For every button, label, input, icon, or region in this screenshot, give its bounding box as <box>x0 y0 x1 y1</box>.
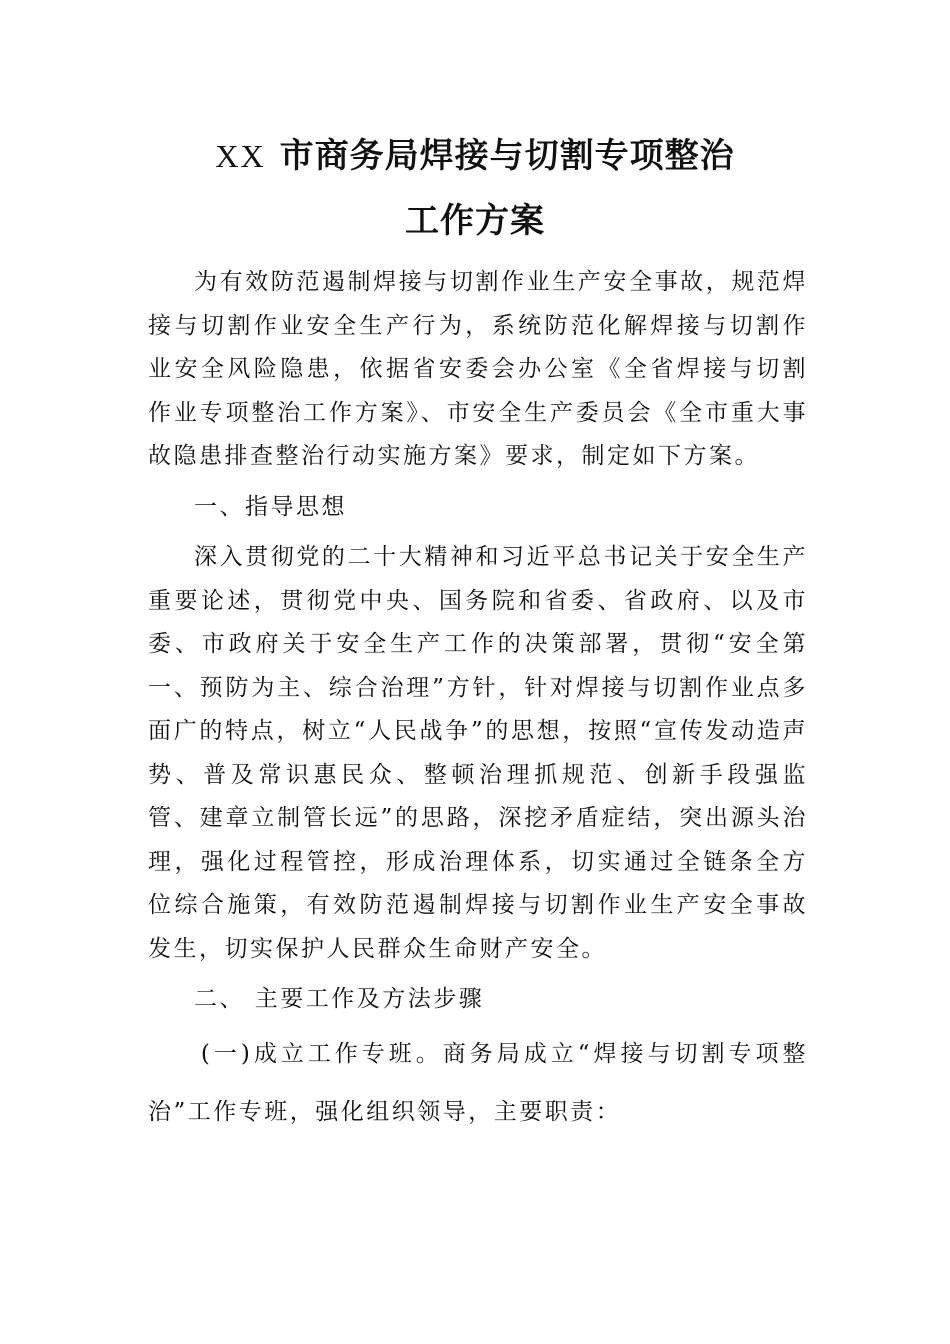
section-2-item-1: (一)成立工作专班。商务局成立“焊接与切割专项整治”工作专班，强化组织领导，主要职责： <box>148 1040 808 1125</box>
intro-paragraph: 为有效防范遏制焊接与切割作业生产安全事故，规范焊接与切割作业安全生产行为，系统防范化解焊接与切割作业安全风险隐患，依据省安委会办公室《全省焊接与切割作业专项整治工作方案》、市安全生产委员会《全市重大事故隐患排查整治行动实施方案》要求，制定如下方案。 <box>148 269 808 469</box>
document-body <box>148 261 808 1141</box>
title-main-text: 市商务局焊接与切割专项整治 <box>279 136 735 176</box>
section-1-paragraph: 深入贯彻党的二十大精神和习近平总书记关于安全生产重要论述，贯彻党中央、国务院和省委、省政府、以及市委、市政府关于安全生产工作的决策部署，贯彻“安全第一、预防为主、综合治理”方针，针对焊接与切割作业点多面广的特点，树立“人民战争”的思想，按照“宣传发动造声势、普及常识惠民众、整顿治理抓规范、创新手段强监管、建章立制管长远”的思路，深挖矛盾症结，突出源头治理，强化过程管控，形成治理体系，切实通过全链条全方位综合施策，有效防范遏制焊接与切割作业生产安全事故发生，切实保护人民群众生命财产安全。 <box>148 544 808 962</box>
document-title-line-2: 工作方案 <box>405 201 545 241</box>
title-city-prefix: XX <box>215 138 266 174</box>
document-title-line-1 <box>0 136 950 176</box>
section-2-heading: 二、 主要工作及方法步骤 <box>194 986 485 1012</box>
section-1-heading: 一、指导思想 <box>194 493 347 520</box>
